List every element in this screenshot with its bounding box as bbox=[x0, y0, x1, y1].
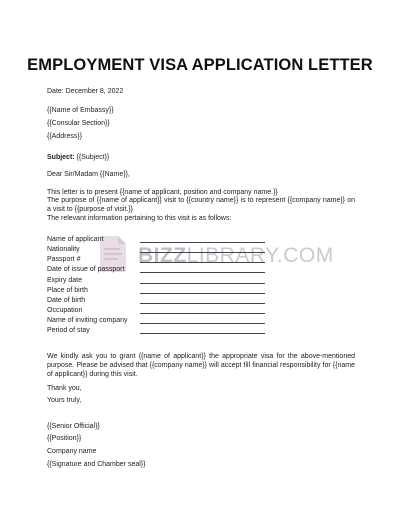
watermark-text bbox=[138, 245, 334, 267]
watermark-text-bold: BIZZ bbox=[138, 244, 187, 267]
field-label: Expiry date bbox=[47, 277, 83, 284]
field-underline bbox=[140, 323, 265, 324]
field-underline bbox=[140, 293, 265, 294]
field-label: Occupation bbox=[47, 307, 83, 314]
field-label: Nationality bbox=[47, 246, 80, 253]
field-underline bbox=[140, 252, 265, 253]
body-line-3: The relevant information pertaining to this visit is as follows: bbox=[47, 215, 232, 222]
field-underline bbox=[140, 303, 265, 304]
field-underline bbox=[140, 283, 265, 284]
recipient-embassy: {{Name of Embassy}} bbox=[47, 107, 114, 114]
recipient-address: {{Address}} bbox=[47, 133, 83, 140]
recipient-section: {{Consular Section}} bbox=[47, 120, 110, 127]
field-label: Name of inviting company bbox=[47, 317, 128, 324]
field-label: Passport # bbox=[47, 256, 81, 263]
closing-paragraph: We kindly ask you to grant {{name of applicant}} the appropriate visa for the above-mentioned purpose. Please be advised that {{company name}} will accept fill financial responsibility for {{name of applicant}} during this visit. bbox=[47, 353, 355, 378]
subject-label: Subject: bbox=[47, 154, 75, 161]
field-underline bbox=[140, 313, 265, 314]
signer-position: {{Position}} bbox=[47, 435, 82, 442]
salutation: Dear Sir/Madam {{Name}}, bbox=[47, 171, 130, 178]
watermark-text-rest: LIBRARY.COM bbox=[186, 244, 334, 267]
field-label: Name of applicant bbox=[47, 236, 104, 243]
signer-official: {{Senior Official}} bbox=[47, 423, 100, 430]
sign-off: Yours truly, bbox=[47, 397, 82, 404]
field-label: Period of stay bbox=[47, 327, 90, 334]
subject-value: {{Subject}} bbox=[74, 154, 110, 161]
field-underline bbox=[140, 272, 265, 273]
body-line-1: This letter is to present {{name of applicant, position and company name.}} bbox=[47, 189, 278, 196]
field-label: Date of issue of passport bbox=[47, 266, 125, 273]
document-title: EMPLOYMENT VISA APPLICATION LETTER bbox=[27, 56, 373, 74]
signature-seal: {{Signature and Chamber seal}} bbox=[47, 461, 146, 468]
thanks-line: Thank you, bbox=[47, 385, 82, 392]
body-line-2: The purpose of {{name of applicant}} visit to {{country name}} is to represent {{company name}} on a visit to {{purpose of visit.}} bbox=[47, 197, 355, 213]
field-label: Place of birth bbox=[47, 287, 88, 294]
field-underline bbox=[140, 242, 265, 243]
field-label: Date of birth bbox=[47, 297, 86, 304]
subject-line bbox=[47, 153, 109, 162]
field-underline bbox=[140, 333, 265, 334]
letter-date: Date: December 8, 2022 bbox=[47, 88, 124, 95]
field-underline bbox=[140, 262, 265, 263]
signer-company: Company name bbox=[47, 448, 97, 455]
